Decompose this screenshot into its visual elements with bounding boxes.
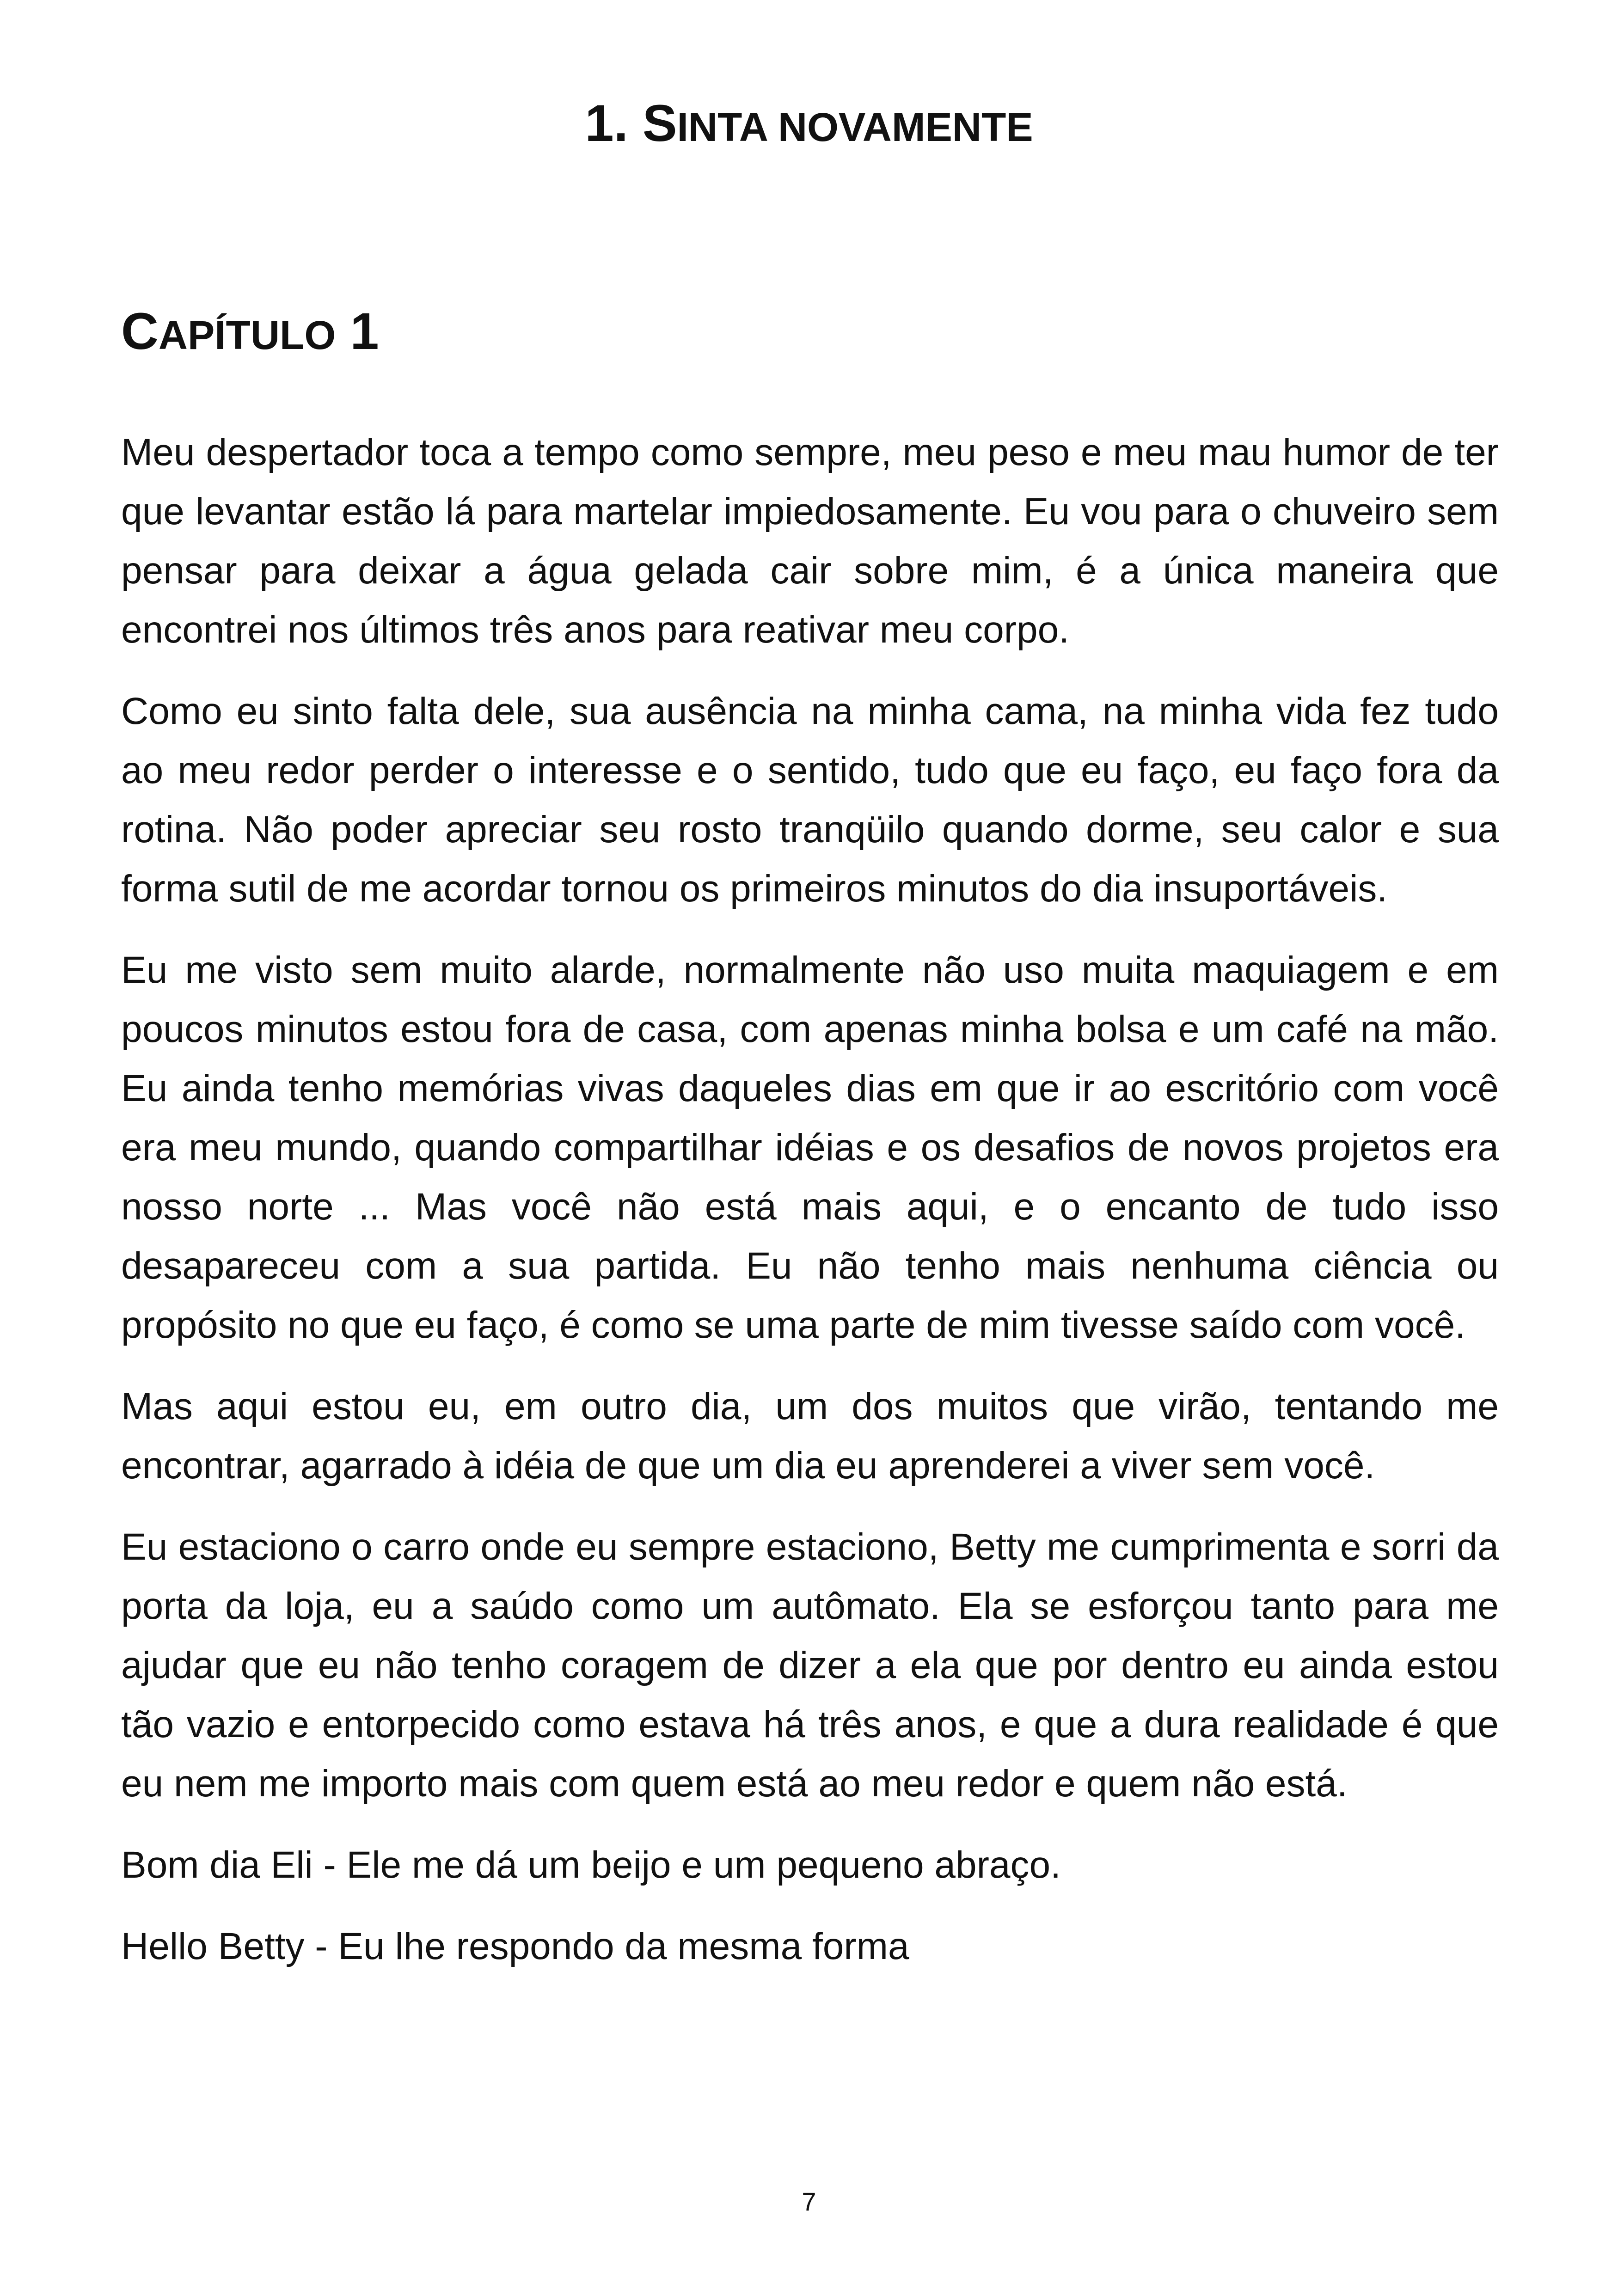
- paragraph: Como eu sinto falta dele, sua ausência na minha cama, na minha vida fez tudo ao meu redor perder o interesse e o sentido, tudo que eu faço, eu faço fora da rotina. Não poder apreciar seu rosto tranqüilo quando dorme, seu calor e sua forma sutil de me acordar tornou os primeiros minutos do dia insuportáveis.: [121, 690, 1499, 910]
- paragraph: Hello Betty - Eu lhe respondo da mesma forma: [121, 1925, 909, 1967]
- book-title-initial: S: [642, 94, 677, 152]
- book-title: [0, 92, 1618, 154]
- paragraph: Mas aqui estou eu, em outro dia, um dos muitos que virão, tentando me encontrar, agarrado à idéia de que um dia eu aprenderei a viver sem você.: [121, 1385, 1499, 1487]
- paragraph: Bom dia Eli - Ele me dá um beijo e um pequeno abraço.: [121, 1844, 1061, 1886]
- page-number: 7: [802, 2187, 816, 2216]
- chapter-body: [121, 423, 1499, 1998]
- book-title-rest: INTA NOVAMENTE: [677, 104, 1033, 150]
- paragraph: Meu despertador toca a tempo como sempre, meu peso e meu mau humor de ter que levantar estão lá para martelar impiedosamente. Eu vou para o chuveiro sem pensar para deixar a água gelada cair sobre mim, é a única maneira que encontrei nos últimos três anos para reativar meu corpo.: [121, 431, 1499, 651]
- chapter-title-initial: C: [121, 302, 159, 360]
- chapter-title-rest: APÍTULO: [158, 312, 336, 358]
- chapter-title-number: 1: [350, 302, 379, 360]
- book-title-number: 1.: [585, 94, 628, 152]
- chapter-title: [121, 300, 379, 362]
- paragraph: Eu me visto sem muito alarde, normalmente não uso muita maquiagem e em poucos minutos estou fora de casa, com apenas minha bolsa e um café na mão. Eu ainda tenho memórias vivas daqueles dias em que ir ao escritório com você era meu mundo, quando compartilhar idéias e os desafios de novos projetos era nosso norte ... Mas você não está mais aqui, e o encanto de tudo isso desapareceu com a sua partida. Eu não tenho mais nenhuma ciência ou propósito no que eu faço, é como se uma parte de mim tivesse saído com você.: [121, 949, 1499, 1346]
- paragraph: Eu estaciono o carro onde eu sempre estaciono, Betty me cumprimenta e sorri da porta da loja, eu a saúdo como um autômato. Ela se esforçou tanto para me ajudar que eu não tenho coragem de dizer a ela que por dentro eu ainda estou tão vazio e entorpecido como estava há três anos, e que a dura realidade é que eu nem me importo mais com quem está ao meu redor e quem não está.: [121, 1526, 1499, 1805]
